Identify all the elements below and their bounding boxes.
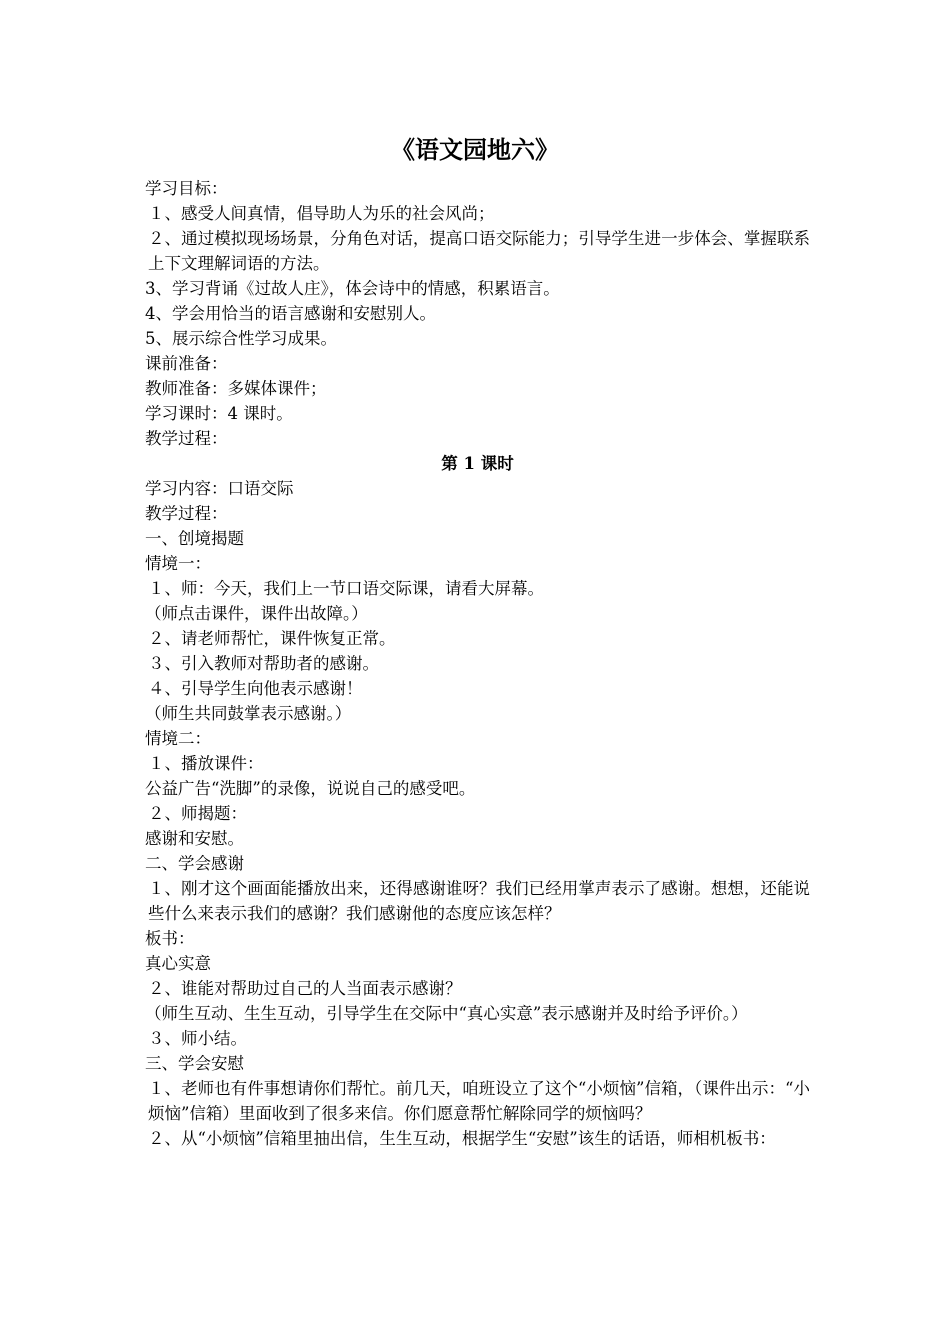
section-heading: 三、学会安慰 (145, 1054, 244, 1073)
paragraph: ３、引入教师对帮助者的感谢。 (148, 654, 379, 673)
goal-item: ２、通过模拟现场场景，分角色对话，提高口语交际能力；引导学生进一步体会、掌握联系上下文理解词语的方法。 (148, 229, 810, 273)
paragraph: ３、师小结。 (148, 1029, 247, 1048)
section-heading: 教学过程： (145, 504, 228, 523)
section-heading: 学习目标： (145, 179, 228, 198)
paragraph: ４、引导学生向他表示感谢！ (148, 679, 363, 698)
paragraph: （师生共同鼓掌表示感谢。） (145, 704, 352, 723)
paragraph: 公益广告“洗脚”的录像，说说自己的感受吧。 (145, 779, 476, 798)
lesson-heading: 第 1 课时 (441, 454, 514, 473)
paragraph: 板书： (145, 929, 195, 948)
section-heading: 教学过程： (145, 429, 228, 448)
paragraph: ２、师揭题： (148, 804, 247, 823)
goal-item: 3、学习背诵《过故人庄》，体会诗中的情感，积累语言。 (145, 279, 560, 298)
section-heading: 二、学会感谢 (145, 854, 244, 873)
paragraph: 真心实意 (145, 954, 211, 973)
document-title: 《语文园地六》 (391, 135, 559, 164)
paragraph: 学习内容：口语交际 (145, 479, 294, 498)
paragraph: ２、请老师帮忙，课件恢复正常。 (148, 629, 396, 648)
paragraph: 情境一： (145, 554, 211, 573)
paragraph: 情境二： (145, 729, 211, 748)
section-heading: 一、创境揭题 (145, 529, 244, 548)
section-heading: 课前准备： (145, 354, 228, 373)
paragraph: 教师准备：多媒体课件； (145, 379, 327, 398)
document-body (145, 176, 810, 1151)
paragraph: （师生互动、生生互动，引导学生在交际中“真心实意”表示感谢并及时给予评价。） (145, 1004, 748, 1023)
paragraph: ２、谁能对帮助过自己的人当面表示感谢？ (148, 979, 462, 998)
paragraph: １、播放课件： (148, 754, 264, 773)
goal-item: 5、展示综合性学习成果。 (145, 329, 337, 348)
paragraph: 学习课时：4 课时。 (145, 404, 293, 423)
paragraph: １、老师也有件事想请你们帮忙。前几天，咱班设立了这个“小烦恼”信箱，（课件出示：“小烦恼”信箱）里面收到了很多来信。你们愿意帮忙解除同学的烦恼吗？ (148, 1079, 810, 1123)
paragraph: １、刚才这个画面能播放出来，还得感谢谁呀？我们已经用掌声表示了感谢。想想，还能说些什么来表示我们的感谢？我们感谢他的态度应该怎样？ (148, 879, 810, 923)
goal-item: 4、学会用恰当的语言感谢和安慰别人。 (145, 304, 436, 323)
paragraph: １、师：今天，我们上一节口语交际课，请看大屏幕。 (148, 579, 544, 598)
goal-item: １、感受人间真情，倡导助人为乐的社会风尚； (148, 204, 495, 223)
paragraph: （师点击课件，课件出故障。） (145, 604, 368, 623)
paragraph: 感谢和安慰。 (145, 829, 244, 848)
paragraph: ２、从“小烦恼”信箱里抽出信，生生互动，根据学生“安慰”该生的话语，师相机板书： (148, 1129, 776, 1148)
